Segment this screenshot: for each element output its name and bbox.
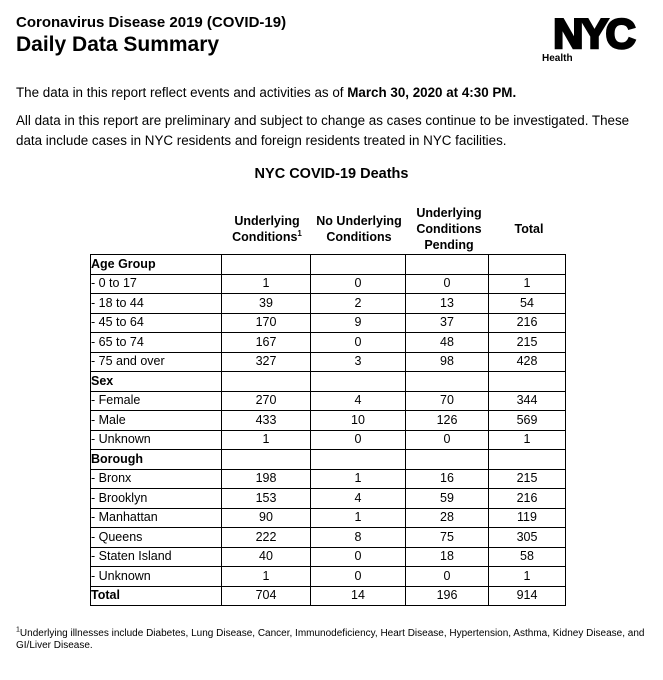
cell-value: 0 <box>311 430 406 450</box>
column-header-underlying-text: Underlying Conditions <box>232 214 300 244</box>
table-row <box>91 313 566 333</box>
footnote <box>16 628 646 652</box>
cell-value: 305 <box>489 528 566 548</box>
table-row <box>91 528 566 548</box>
cell-value: 1 <box>222 430 311 450</box>
cell-value: 90 <box>222 508 311 528</box>
cell-value: 222 <box>222 528 311 548</box>
cell-value: 119 <box>489 508 566 528</box>
cell-value: 215 <box>489 469 566 489</box>
row-label: - 18 to 44 <box>91 294 222 314</box>
row-label: - 45 to 64 <box>91 313 222 333</box>
cell-value <box>222 372 311 392</box>
cell-value: 1 <box>489 274 566 294</box>
nyc-health-logo <box>540 14 646 66</box>
cell-value: 40 <box>222 547 311 567</box>
cell-value: 54 <box>489 294 566 314</box>
cell-value: 4 <box>311 391 406 411</box>
table-row <box>91 294 566 314</box>
row-label: - 75 and over <box>91 352 222 372</box>
cell-value: 98 <box>406 352 489 372</box>
cell-value: 216 <box>489 313 566 333</box>
deaths-table <box>90 254 566 606</box>
row-label: - Queens <box>91 528 222 548</box>
cell-value <box>406 255 489 275</box>
cell-value: 10 <box>311 411 406 431</box>
cell-value: 167 <box>222 333 311 353</box>
cell-value: 1 <box>222 567 311 587</box>
cell-value: 216 <box>489 489 566 509</box>
cell-value: 344 <box>489 391 566 411</box>
cell-value: 914 <box>489 586 566 606</box>
column-header-underlying <box>222 213 312 245</box>
cell-value <box>406 450 489 470</box>
row-label: - Female <box>91 391 222 411</box>
report-title: Daily Data Summary <box>16 33 220 56</box>
cell-value: 153 <box>222 489 311 509</box>
cell-value: 270 <box>222 391 311 411</box>
cell-value: 37 <box>406 313 489 333</box>
cell-value: 3 <box>311 352 406 372</box>
cell-value: 1 <box>489 567 566 587</box>
cell-value: 14 <box>311 586 406 606</box>
cell-value: 1 <box>311 508 406 528</box>
footnote-text: Underlying illnesses include Diabetes, Lung Disease, Cancer, Immunodeficiency, Heart Disease, Hypertension, Asthma, Kidney Disease, and GI/Liver Disease. <box>16 628 645 651</box>
row-label: - Manhattan <box>91 508 222 528</box>
deaths-table-body <box>91 255 566 606</box>
cell-value: 215 <box>489 333 566 353</box>
row-label: - Staten Island <box>91 547 222 567</box>
table-row <box>91 274 566 294</box>
cell-value <box>311 450 406 470</box>
cell-value <box>311 255 406 275</box>
cell-value: 196 <box>406 586 489 606</box>
row-label: Total <box>91 586 222 606</box>
cell-value <box>222 450 311 470</box>
cell-value: 569 <box>489 411 566 431</box>
cell-value: 28 <box>406 508 489 528</box>
table-row <box>91 352 566 372</box>
as-of-date: March 30, 2020 at 4:30 PM. <box>347 85 517 100</box>
column-header-total: Total <box>514 222 544 236</box>
cell-value: 126 <box>406 411 489 431</box>
row-label: - 0 to 17 <box>91 274 222 294</box>
table-row <box>91 333 566 353</box>
nyc-logo-icon <box>540 14 646 54</box>
table-row <box>91 547 566 567</box>
cell-value: 70 <box>406 391 489 411</box>
section-header-row <box>91 255 566 275</box>
preliminary-note: All data in this report are preliminary and subject to change as cases continue to be investigated. These data include cases in NYC residents and foreign residents treated in NYC facilities. <box>16 113 630 148</box>
cell-value: 0 <box>406 567 489 587</box>
cell-value: 58 <box>489 547 566 567</box>
cell-value: 433 <box>222 411 311 431</box>
row-label: - Bronx <box>91 469 222 489</box>
table-title: NYC COVID-19 Deaths <box>254 166 409 182</box>
table-row <box>91 469 566 489</box>
row-label: - Unknown <box>91 430 222 450</box>
cell-value: 8 <box>311 528 406 548</box>
as-of-prefix: The data in this report reflect events and activities as of <box>16 85 348 100</box>
cell-value: 0 <box>406 430 489 450</box>
table-row <box>91 430 566 450</box>
cell-value: 18 <box>406 547 489 567</box>
cell-value: 48 <box>406 333 489 353</box>
cell-value: 704 <box>222 586 311 606</box>
row-label: Age Group <box>91 255 222 275</box>
section-header-row <box>91 450 566 470</box>
cell-value <box>489 372 566 392</box>
section-header-row <box>91 372 566 392</box>
logo-subtitle: Health <box>542 53 573 64</box>
cell-value: 0 <box>311 274 406 294</box>
table-row <box>91 508 566 528</box>
cell-value: 327 <box>222 352 311 372</box>
cell-value <box>222 255 311 275</box>
cell-value <box>406 372 489 392</box>
footnote-number: 1 <box>16 626 20 634</box>
table-row <box>91 411 566 431</box>
cell-value: 39 <box>222 294 311 314</box>
row-label: Sex <box>91 372 222 392</box>
cell-value: 75 <box>406 528 489 548</box>
cell-value: 4 <box>311 489 406 509</box>
row-label: - 65 to 74 <box>91 333 222 353</box>
cell-value: 13 <box>406 294 489 314</box>
cell-value: 0 <box>311 547 406 567</box>
cell-value: 16 <box>406 469 489 489</box>
total-row <box>91 586 566 606</box>
table-row <box>91 489 566 509</box>
cell-value: 170 <box>222 313 311 333</box>
as-of-statement <box>16 85 516 100</box>
column-header-pending: Underlying Conditions Pending <box>416 206 482 252</box>
column-header-no-underlying: No Underlying Conditions <box>316 214 402 244</box>
cell-value: 1 <box>222 274 311 294</box>
row-label: - Unknown <box>91 567 222 587</box>
cell-value: 9 <box>311 313 406 333</box>
cell-value <box>311 372 406 392</box>
cell-value: 59 <box>406 489 489 509</box>
cell-value <box>489 255 566 275</box>
cell-value: 0 <box>311 567 406 587</box>
cell-value: 0 <box>406 274 489 294</box>
table-row <box>91 391 566 411</box>
cell-value: 1 <box>489 430 566 450</box>
row-label: - Brooklyn <box>91 489 222 509</box>
footnote-marker: 1 <box>297 228 302 238</box>
cell-value: 2 <box>311 294 406 314</box>
table-row <box>91 567 566 587</box>
logo-wordmark: NYC <box>553 14 633 54</box>
cell-value: 0 <box>311 333 406 353</box>
report-supertitle: Coronavirus Disease 2019 (COVID-19) <box>16 14 287 31</box>
cell-value: 198 <box>222 469 311 489</box>
cell-value: 1 <box>311 469 406 489</box>
cell-value <box>489 450 566 470</box>
row-label: - Male <box>91 411 222 431</box>
row-label: Borough <box>91 450 222 470</box>
cell-value: 428 <box>489 352 566 372</box>
